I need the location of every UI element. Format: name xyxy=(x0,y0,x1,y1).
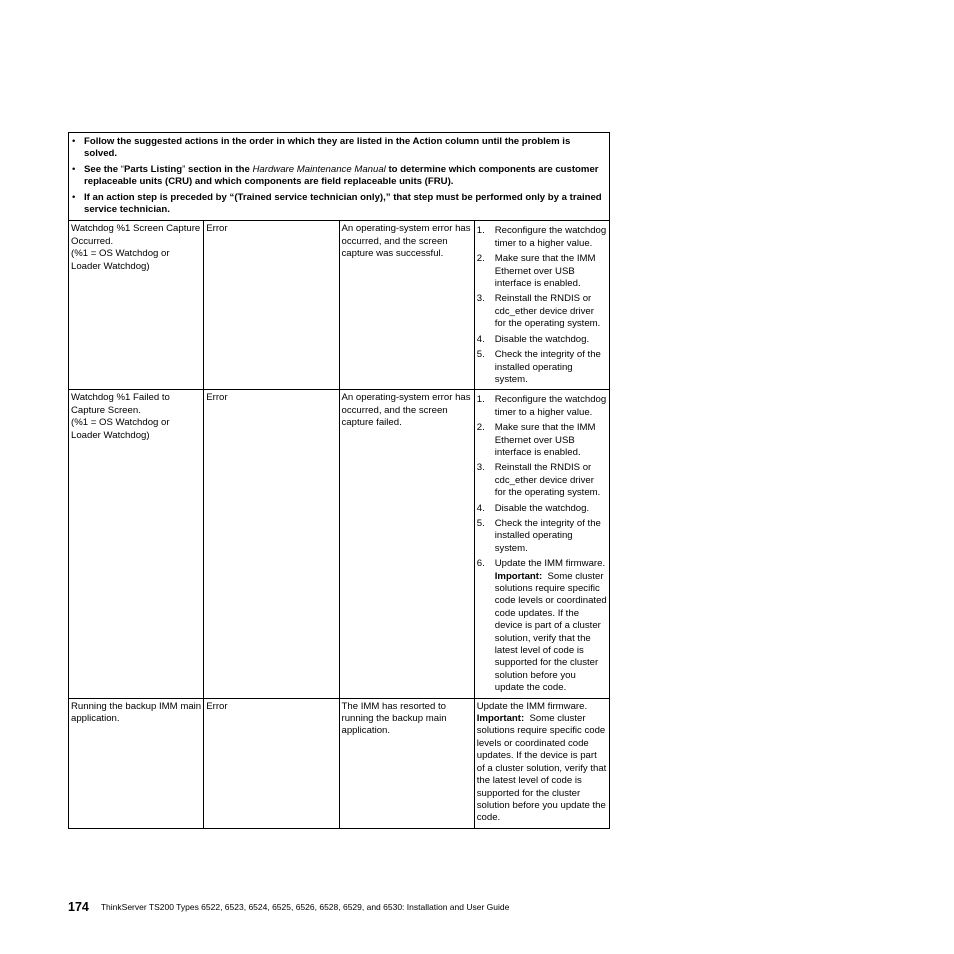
action-step xyxy=(477,422,607,459)
step-number: 2. xyxy=(476,422,485,434)
step-number: 4. xyxy=(476,333,485,345)
message-note: (%1 = OS Watchdog or Loader Watchdog) xyxy=(71,248,170,272)
action-cell xyxy=(474,698,609,828)
step-text: Make sure that the IMM Ethernet over USB interface is enabled. xyxy=(494,422,596,458)
message-text: Running the backup IMM main application. xyxy=(71,700,202,725)
action-step xyxy=(477,253,607,290)
note-text: to determine which components are customer replaceable units (CRU) and which components are field replaceable units (FRU). xyxy=(84,163,599,188)
action-step xyxy=(477,225,607,250)
table-row xyxy=(69,698,610,828)
message-cell xyxy=(69,390,204,698)
bullet-icon: • xyxy=(72,163,76,175)
message-cell xyxy=(69,221,204,390)
step-text: Check the integrity of the installed operating system. xyxy=(494,349,601,385)
error-message-table-container xyxy=(68,132,610,829)
bullet-icon: • xyxy=(72,191,76,203)
message-text: Watchdog %1 Failed to Capture Screen. xyxy=(71,392,170,416)
notes-cell xyxy=(69,133,610,221)
note-text: If an action step is preceded by “(Trained service technician only),” that step must be performed only by a trained service technician. xyxy=(84,191,602,216)
book-title: ThinkServer TS200 Types 6522, 6523, 6524, 6525, 6526, 6528, 6529, and 6530: Installation and User Guide xyxy=(100,902,510,912)
step-text: Disable the watchdog. xyxy=(494,502,590,514)
important-label: Important: xyxy=(494,570,543,582)
explanation-cell: An operating-system error has occurred, and the screen capture was successful. xyxy=(339,221,474,390)
step-text: Make sure that the IMM Ethernet over USB interface is enabled. xyxy=(494,253,596,290)
type-cell: Error xyxy=(204,390,339,698)
message-note: (%1 = OS Watchdog or Loader Watchdog) xyxy=(71,417,170,441)
step-number: 2. xyxy=(476,253,485,265)
page-footer xyxy=(68,900,509,914)
step-text: Reconfigure the watchdog timer to a higher value. xyxy=(494,225,607,249)
step-number: 3. xyxy=(476,293,485,305)
step-text: Reconfigure the watchdog timer to a higher value. xyxy=(494,394,607,418)
step-text: Disable the watchdog. xyxy=(494,333,590,345)
important-label: Important: xyxy=(476,713,525,725)
note-item xyxy=(71,192,605,217)
message-cell xyxy=(69,698,204,828)
quote-mark: ” xyxy=(182,163,186,175)
notes-row xyxy=(69,133,610,221)
action-steps xyxy=(477,394,607,694)
step-text: Reinstall the RNDIS or cdc_ether device driver for the operating system. xyxy=(494,462,601,499)
action-step xyxy=(477,462,607,499)
quote-mark: “ xyxy=(120,163,124,175)
action-steps xyxy=(477,225,607,386)
step-number: 5. xyxy=(476,517,485,529)
important-text: Some cluster solutions require specific code levels or coordinated code updates. If the device is part of a cluster solution, verify that the latest level of code is supported for the cluster solution before you update the code. xyxy=(476,713,607,824)
action-step xyxy=(477,394,607,419)
important-text: Some cluster solutions require specific code levels or coordinated code updates. If the device is part of a cluster solution, verify that the latest level of code is supported for the cluster solution before you update the code. xyxy=(494,570,607,694)
step-number: 3. xyxy=(476,462,485,474)
note-item xyxy=(71,164,605,189)
action-step xyxy=(477,518,607,555)
action-step xyxy=(477,293,607,330)
table-row xyxy=(69,390,610,698)
action-step xyxy=(477,558,607,694)
type-cell: Error xyxy=(204,221,339,390)
step-text: Update the IMM firmware. xyxy=(494,558,606,570)
action-cell xyxy=(474,221,609,390)
action-step xyxy=(477,349,607,386)
step-number: 1. xyxy=(476,394,485,406)
note-text: Follow the suggested actions in the order in which they are listed in the Action column until the problem is solved. xyxy=(84,136,571,160)
step-text: Check the integrity of the installed operating system. xyxy=(494,517,601,554)
error-message-table xyxy=(68,132,610,829)
action-step xyxy=(477,334,607,346)
action-cell xyxy=(474,390,609,698)
manual-title: Hardware Maintenance Manual xyxy=(252,163,386,175)
page-number: 174 xyxy=(68,900,89,914)
note-text: See the xyxy=(84,163,121,175)
action-step xyxy=(477,503,607,515)
step-number: 6. xyxy=(476,558,485,570)
note-text: section in the xyxy=(185,163,253,175)
step-number: 5. xyxy=(476,349,485,361)
notes-list xyxy=(71,136,605,216)
step-text: Reinstall the RNDIS or cdc_ether device driver for the operating system. xyxy=(494,293,601,330)
message-text: Watchdog %1 Screen Capture Occurred. xyxy=(71,223,201,247)
bullet-icon: • xyxy=(72,136,76,147)
explanation-cell: An operating-system error has occurred, and the screen capture failed. xyxy=(339,390,474,698)
step-number: 1. xyxy=(476,225,485,237)
table-row xyxy=(69,221,610,390)
type-cell: Error xyxy=(204,698,339,828)
parts-listing-ref: Parts Listing xyxy=(124,163,183,175)
step-number: 4. xyxy=(476,502,485,514)
explanation-cell: The IMM has resorted to running the backup main application. xyxy=(339,698,474,828)
note-item xyxy=(71,136,605,161)
action-text: Update the IMM firmware. xyxy=(476,700,588,712)
